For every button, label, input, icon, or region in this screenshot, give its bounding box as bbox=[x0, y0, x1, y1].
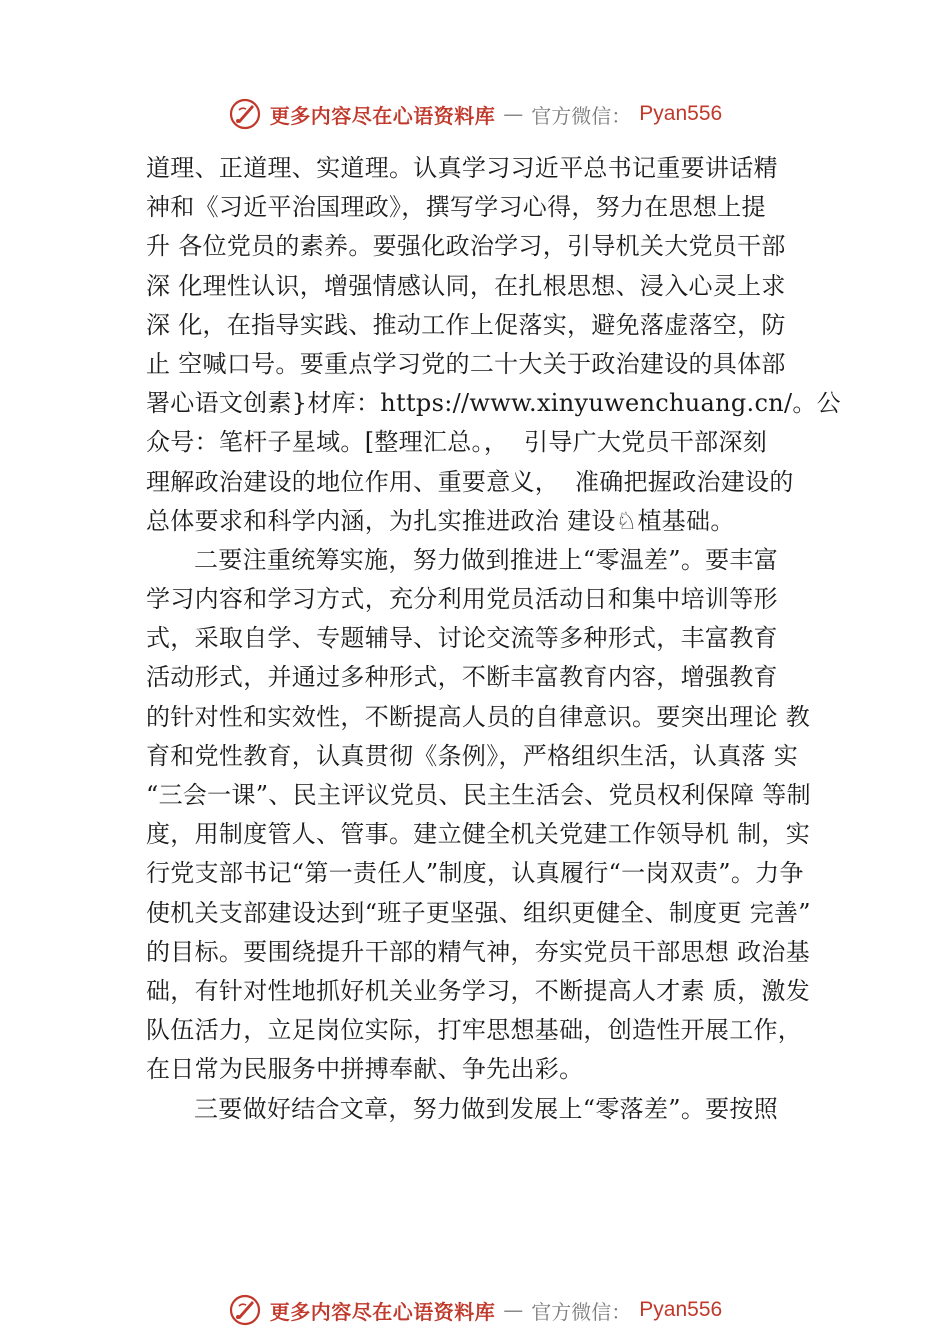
body-line: 深 化理性认识，增强情感认同，在扎根思想、浸入心灵上求 bbox=[146, 271, 786, 300]
body-line: 使机关支部建设达到“班子更坚强、组织更健全、制度更 完善” bbox=[146, 898, 811, 927]
body-line: “三会一课”、民主评议党员、民主生活会、党员权利保障 等制 bbox=[146, 781, 811, 809]
body-line: 的目标。要围绕提升干部的精气神，夯实党员干部思想 政治基 bbox=[146, 937, 811, 966]
body-line: 深 化，在指导实践、推动工作上促落实，避免落虚落空，防 bbox=[146, 310, 786, 339]
body-line: 行党支部书记“第一责任人”制度，认真履行“一岗双责”。力争 bbox=[146, 859, 804, 888]
body-line: 育和党性教育，认真贯彻《条例》，严格组织生活，认真落 实 bbox=[146, 741, 799, 770]
footer-brand: 更多内容尽在心语资料库 bbox=[269, 1299, 496, 1324]
body-line: 的针对性和实效性，不断提高人员的自律意识。要突出理论 教 bbox=[146, 702, 811, 731]
document-body bbox=[146, 149, 841, 1129]
body-line: 升 各位党员的素养。要强化政治学习，引导机关大党员干部 bbox=[146, 232, 786, 261]
paragraph-start-line: 二要注重统筹实施，努力做到推进上“零温差”。要丰富 bbox=[194, 545, 779, 574]
header-brand: 更多内容尽在心语资料库 bbox=[269, 103, 496, 128]
body-line: 式，采取自学、专题辅导、讨论交流等多种形式，丰富教育 bbox=[146, 624, 778, 653]
body-line: 在日常为民服务中拼搏奉献、争先出彩。 bbox=[146, 1055, 584, 1084]
body-line: 总体要求和科学内涵，为扎实推进政治 建设♘植基础。 bbox=[146, 506, 735, 535]
body-line: 活动形式，并通过多种形式，不断丰富教育内容，增强教育 bbox=[146, 663, 778, 692]
body-line: 道理、正道理、实道理。认真学习习近平总书记重要讲话精 bbox=[146, 154, 778, 182]
body-line: 神和《习近平治国理政》，撰写学习心得，努力在思想上提 bbox=[146, 193, 766, 222]
footer-subtitle: 官方微信： bbox=[531, 1299, 632, 1324]
body-line: 众号：笔杆子星域。[整理汇总。， 引导广大党员干部深刻 bbox=[146, 428, 768, 457]
footer-wechat-id: Pyan556 bbox=[639, 1298, 723, 1321]
body-line: 度，用制度管人、管事。建立健全机关党建工作领导机 制，实 bbox=[146, 820, 811, 849]
footer-separator: — bbox=[503, 1298, 524, 1322]
quill-seal-icon bbox=[228, 97, 262, 131]
header-banner bbox=[0, 94, 950, 134]
quill-seal-icon bbox=[228, 1293, 262, 1327]
footer-banner bbox=[0, 1290, 950, 1330]
body-line: 学习内容和学习方式，充分利用党员活动日和集中培训等形 bbox=[146, 585, 778, 614]
header-separator: — bbox=[503, 102, 524, 126]
body-line: 理解政治建设的地位作用、重要意义， 准确把握政治建设的 bbox=[146, 467, 794, 496]
body-line: 署心语文创素}材库：https://www.xinyuwenchuang.cn/。公 bbox=[146, 389, 841, 418]
paragraph-start-line: 三要做好结合文章，努力做到发展上“零落差”。要按照 bbox=[194, 1094, 779, 1123]
header-subtitle: 官方微信： bbox=[531, 103, 632, 128]
header-wechat-id: Pyan556 bbox=[639, 102, 723, 125]
body-line: 础，有针对性地抓好机关业务学习，不断提高人才素 质，激发 bbox=[146, 976, 811, 1005]
body-line: 止 空喊口号。要重点学习党的二十大关于政治建设的具体部 bbox=[146, 349, 786, 378]
body-line: 队伍活力，立足岗位实际，打牢思想基础，创造性开展工作， bbox=[146, 1016, 803, 1045]
